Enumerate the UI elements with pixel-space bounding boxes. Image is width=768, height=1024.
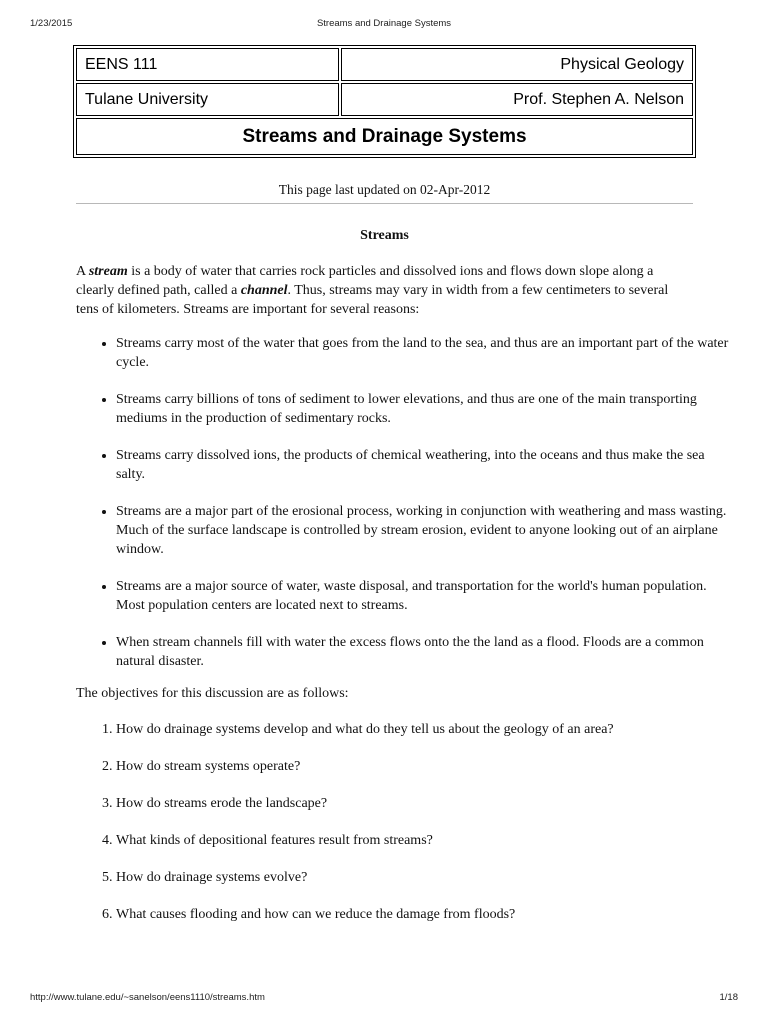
- print-header: [30, 18, 738, 32]
- print-footer: [30, 992, 738, 1006]
- section-heading: Streams: [360, 228, 409, 243]
- list-item: 2. How do stream systems operate?: [116, 757, 733, 776]
- print-header-date: 1/23/2015: [30, 18, 73, 29]
- objectives-intro: The objectives for this discussion are as follows:: [76, 686, 349, 701]
- list-item: 5. How do drainage systems evolve?: [116, 868, 733, 887]
- professor-name: Prof. Stephen A. Nelson: [341, 83, 693, 116]
- list-item: • Streams carry dissolved ions, the products of chemical weathering, into the oceans and thus make the sea salty.: [116, 446, 733, 484]
- university-name: Tulane University: [76, 83, 339, 116]
- list-item: • Streams carry most of the water that goes from the land to the sea, and thus are an important part of the water cycle.: [116, 334, 733, 372]
- page-number: 1/18: [719, 992, 738, 1003]
- list-item: • Streams are a major part of the erosional process, working in conjunction with weathering and mass wasting. Much of the surface landscape is controlled by stream erosion, evident to anyone looking out of an airplane window.: [116, 502, 733, 559]
- term-channel: channel: [240, 283, 288, 298]
- divider: [76, 203, 693, 204]
- list-item: 1. How do drainage systems develop and what do they tell us about the geology of an area?: [116, 720, 733, 739]
- term-stream: stream: [88, 264, 128, 279]
- last-updated: This page last updated on 02-Apr-2012: [278, 182, 491, 197]
- page-url: http://www.tulane.edu/~sanelson/eens1110/streams.htm: [30, 992, 265, 1003]
- intro-paragraph: [76, 262, 693, 319]
- reasons-list: [76, 334, 733, 689]
- intro-suffix: . Thus, streams may vary in width from a few centimeters to several tens of kilometers. Streams are important for several reasons:: [76, 283, 669, 317]
- list-item: 4. What kinds of depositional features result from streams?: [116, 831, 733, 850]
- objectives-list: [76, 720, 733, 942]
- course-code: EENS 111: [76, 48, 339, 81]
- course-subject: Physical Geology: [341, 48, 693, 81]
- list-item: • When stream channels fill with water the excess flows onto the the land as a flood. Floods are a common natural disaster.: [116, 633, 733, 671]
- list-item: • Streams are a major source of water, waste disposal, and transportation for the world's human population. Most population centers are located next to streams.: [116, 577, 733, 615]
- print-header-title: Streams and Drainage Systems: [316, 18, 452, 29]
- page-title: Streams and Drainage Systems: [76, 118, 693, 155]
- list-item: • Streams carry billions of tons of sediment to lower elevations, and thus are one of the main transporting mediums in the production of sedimentary rocks.: [116, 390, 733, 428]
- course-header-table: [73, 45, 696, 158]
- list-item: 6. What causes flooding and how can we reduce the damage from floods?: [116, 905, 733, 924]
- intro-middle: is a body of water that carries rock particles and dissolved ions and flows down slope along a clearly defined path, called a: [76, 264, 654, 298]
- list-item: 3. How do streams erode the landscape?: [116, 794, 733, 813]
- intro-prefix: A: [76, 264, 89, 279]
